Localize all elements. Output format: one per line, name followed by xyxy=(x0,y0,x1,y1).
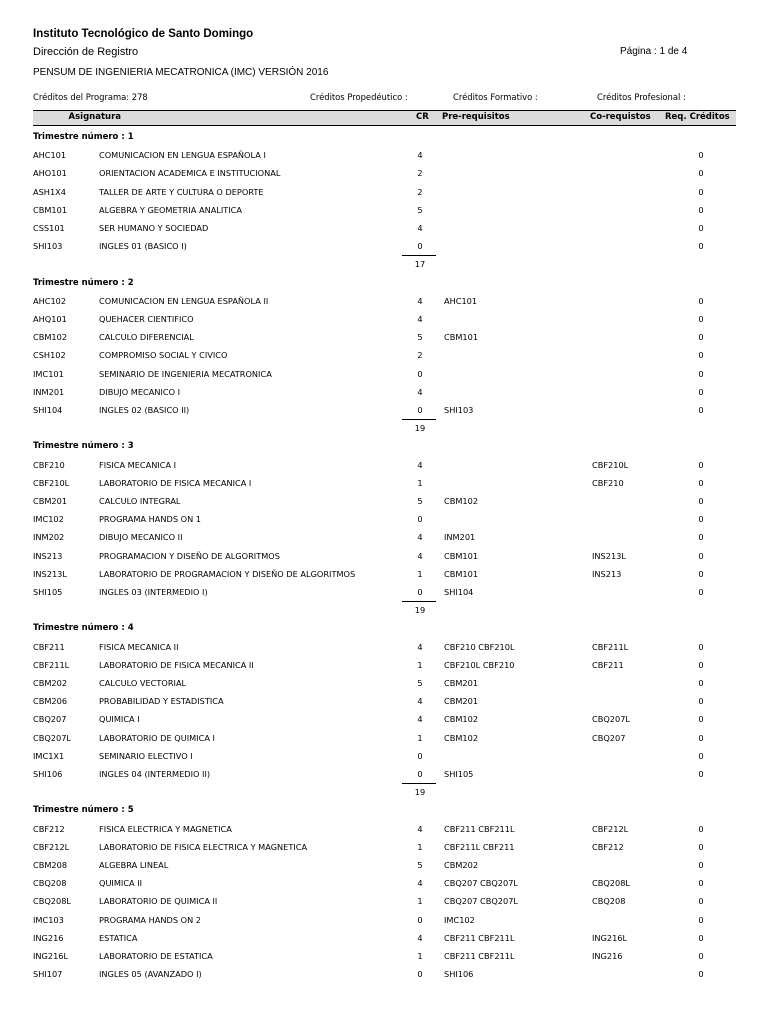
course-required-credits: 0 xyxy=(698,204,704,215)
course-required-credits: 0 xyxy=(698,550,704,561)
course-name: PROGRAMACION Y DISEÑO DE ALGORITMOS xyxy=(99,550,280,561)
course-credits: 4 xyxy=(417,150,423,161)
course-prerequisites: CBF210L CBF210 xyxy=(444,659,515,670)
trimester-heading xyxy=(0,274,768,292)
course-prerequisites: SHI103 xyxy=(444,405,474,415)
table-row xyxy=(0,638,768,656)
course-prerequisites: CBM102 xyxy=(444,496,479,506)
course-code: AHC101 xyxy=(33,150,67,161)
course-required-credits: 0 xyxy=(698,568,704,579)
course-prerequisites: SHI105 xyxy=(444,769,474,779)
table-row xyxy=(0,583,768,601)
course-corequisites: INS213 xyxy=(592,568,622,579)
course-required-credits: 0 xyxy=(698,459,704,470)
course-credits: 1 xyxy=(417,568,423,579)
course-name: COMPROMISO SOCIAL Y CIVICO xyxy=(99,350,228,361)
trimester-label: Trimestre número : 4 xyxy=(33,623,134,634)
course-name: FISICA MECANICA II xyxy=(99,641,179,652)
course-required-credits: 0 xyxy=(698,714,704,725)
table-row xyxy=(0,346,768,364)
trimester-label: Trimestre número : 1 xyxy=(33,132,134,142)
table-row xyxy=(0,710,768,728)
course-credits: 5 xyxy=(417,496,423,506)
course-code: CBM101 xyxy=(33,204,68,215)
course-credits: 4 xyxy=(417,223,423,233)
course-code: SHI104 xyxy=(33,405,63,415)
table-row xyxy=(0,164,768,182)
course-credits: 4 xyxy=(417,550,423,561)
propedeutico-credits: Créditos Propedéutico : xyxy=(310,92,408,102)
table-row xyxy=(0,201,768,219)
course-code: AHQ101 xyxy=(33,314,67,324)
course-required-credits: 0 xyxy=(698,750,704,761)
course-prerequisites: CBQ207 CBQ207L xyxy=(444,896,518,907)
table-row xyxy=(0,183,768,201)
course-name: LABORATORIO DE PROGRAMACION Y DISEÑO DE ALGORITMOS xyxy=(99,568,356,579)
course-corequisites: CBQ207L xyxy=(592,714,630,725)
trimester-label: Trimestre número : 2 xyxy=(33,277,134,288)
course-required-credits: 0 xyxy=(698,496,704,506)
course-code: CBF212L xyxy=(33,841,70,852)
course-required-credits: 0 xyxy=(698,223,704,233)
course-name: INGLES 04 (INTERMEDIO II) xyxy=(99,769,211,779)
course-name: COMUNICACION EN LENGUA ESPAÑOLA II xyxy=(99,295,269,306)
course-code: CBQ207 xyxy=(33,714,67,725)
table-row xyxy=(0,820,768,838)
course-credits: 4 xyxy=(417,714,423,725)
course-name: SEMINARIO ELECTIVO I xyxy=(99,750,193,761)
course-name: LABORATORIO DE QUIMICA II xyxy=(99,896,218,907)
course-required-credits: 0 xyxy=(698,659,704,670)
course-corequisites: CBQ208L xyxy=(592,878,630,889)
course-required-credits: 0 xyxy=(698,769,704,779)
course-name: PROGRAMA HANDS ON 2 xyxy=(99,914,202,925)
course-required-credits: 0 xyxy=(698,732,704,743)
course-credits: 1 xyxy=(417,896,423,907)
table-row xyxy=(0,474,768,492)
course-required-credits: 0 xyxy=(698,696,704,707)
course-code: CBQ208L xyxy=(33,896,71,907)
course-code: INM202 xyxy=(33,532,65,543)
course-credits: 1 xyxy=(417,841,423,852)
column-header-corequisitos: Co-requistos xyxy=(590,112,651,122)
program-credits: Créditos del Programa: 278 xyxy=(33,92,148,102)
course-code: INM201 xyxy=(33,386,65,397)
course-name: LABORATORIO DE QUIMICA I xyxy=(99,732,215,743)
course-code: CSH102 xyxy=(33,350,66,361)
course-code: CBM201 xyxy=(33,496,68,506)
course-code: CBF212 xyxy=(33,823,65,834)
course-name: LABORATORIO DE FISICA ELECTRICA Y MAGNETICA xyxy=(99,841,308,852)
course-credits: 1 xyxy=(417,659,423,670)
column-header-prerequisitos: Pre-requisitos xyxy=(442,112,510,122)
course-credits: 0 xyxy=(417,914,423,925)
course-code: SHI103 xyxy=(33,241,63,252)
course-prerequisites: CBF211L CBF211 xyxy=(444,841,515,852)
course-required-credits: 0 xyxy=(698,641,704,652)
table-row xyxy=(0,146,768,164)
course-prerequisites: INM201 xyxy=(444,532,476,543)
table-row xyxy=(0,292,768,310)
course-required-credits: 0 xyxy=(698,532,704,543)
table-row xyxy=(0,674,768,692)
course-code: ASH1X4 xyxy=(33,186,66,197)
course-code: SHI105 xyxy=(33,587,63,597)
course-credits: 4 xyxy=(417,314,423,324)
course-credits: 4 xyxy=(417,696,423,707)
course-required-credits: 0 xyxy=(698,350,704,361)
course-credits: 0 xyxy=(417,241,423,252)
course-name: CALCULO VECTORIAL xyxy=(99,678,187,688)
course-name: INGLES 05 (AVANZADO I) xyxy=(99,969,202,980)
course-credits: 4 xyxy=(417,532,423,543)
course-required-credits: 0 xyxy=(698,969,704,980)
table-row xyxy=(0,838,768,856)
table-row xyxy=(0,456,768,474)
course-prerequisites: CBM201 xyxy=(444,696,479,707)
subtotal-credits: 17 xyxy=(414,259,426,270)
course-name: PROBABILIDAD Y ESTADISTICA xyxy=(99,696,224,707)
course-credits: 1 xyxy=(417,477,423,488)
course-prerequisites: CBM102 xyxy=(444,714,479,725)
formativo-credits: Créditos Formativo : xyxy=(453,92,538,102)
trimester-heading xyxy=(0,437,768,455)
course-code: IMC1X1 xyxy=(33,750,65,761)
table-row xyxy=(0,965,768,983)
course-prerequisites: CBF210 CBF210L xyxy=(444,641,515,652)
course-credits: 0 xyxy=(417,587,423,597)
course-prerequisites: CBF211 CBF211L xyxy=(444,951,515,961)
course-prerequisites: CBM101 xyxy=(444,332,479,343)
course-credits: 5 xyxy=(417,332,423,343)
course-name: DIBUJO MECANICO I xyxy=(99,386,181,397)
course-required-credits: 0 xyxy=(698,878,704,889)
profesional-credits: Créditos Profesional : xyxy=(597,92,686,102)
course-required-credits: 0 xyxy=(698,295,704,306)
course-required-credits: 0 xyxy=(698,386,704,397)
course-required-credits: 0 xyxy=(698,514,704,525)
course-required-credits: 0 xyxy=(698,168,704,179)
table-row xyxy=(0,729,768,747)
course-code: CBM208 xyxy=(33,860,68,870)
table-row xyxy=(0,947,768,965)
table-row xyxy=(0,656,768,674)
table-row xyxy=(0,692,768,710)
course-prerequisites: CBM201 xyxy=(444,678,479,688)
course-required-credits: 0 xyxy=(698,914,704,925)
pensum-title: PENSUM DE INGENIERIA MECATRONICA (IMC) VERSIÓN 2016 xyxy=(33,67,329,78)
course-code: CBF210 xyxy=(33,459,65,470)
course-prerequisites: CBM202 xyxy=(444,860,479,870)
subtotal-credits: 19 xyxy=(414,423,426,434)
course-credits: 2 xyxy=(417,186,423,197)
column-header-asignatura: Asignatura xyxy=(68,112,121,122)
table-row xyxy=(0,892,768,910)
course-code: CBF211 xyxy=(33,641,65,652)
course-required-credits: 0 xyxy=(698,332,704,343)
page-indicator: Página : 1 de 4 xyxy=(620,46,688,57)
course-name: LABORATORIO DE ESTATICA xyxy=(99,951,213,961)
course-code: CBF211L xyxy=(33,659,70,670)
trimester-subtotal xyxy=(0,783,768,801)
course-prerequisites: CBF211 CBF211L xyxy=(444,932,515,943)
table-row xyxy=(0,401,768,419)
trimester-subtotal xyxy=(0,601,768,619)
course-code: ING216L xyxy=(33,951,69,961)
course-credits: 0 xyxy=(417,514,423,525)
course-credits: 2 xyxy=(417,168,423,179)
trimester-subtotal xyxy=(0,419,768,437)
course-code: CBM202 xyxy=(33,678,68,688)
course-required-credits: 0 xyxy=(698,241,704,252)
course-prerequisites: AHC101 xyxy=(444,295,478,306)
course-required-credits: 0 xyxy=(698,678,704,688)
table-row xyxy=(0,383,768,401)
course-name: DIBUJO MECANICO II xyxy=(99,532,183,543)
course-name: ORIENTACION ACADEMICA E INSTITUCIONAL xyxy=(99,168,281,179)
course-name: ESTATICA xyxy=(99,932,138,943)
subtotal-credits: 19 xyxy=(414,605,426,616)
course-code: SHI107 xyxy=(33,969,63,980)
course-credits: 0 xyxy=(417,769,423,779)
column-header-cr: CR xyxy=(416,112,429,122)
course-name: CALCULO DIFERENCIAL xyxy=(99,332,194,343)
course-credits: 4 xyxy=(417,295,423,306)
course-required-credits: 0 xyxy=(698,823,704,834)
course-corequisites: CBF210L xyxy=(592,459,629,470)
course-name: LABORATORIO DE FISICA MECANICA II xyxy=(99,659,254,670)
course-prerequisites: CBF211 CBF211L xyxy=(444,823,515,834)
course-corequisites: ING216 xyxy=(592,951,623,961)
table-row xyxy=(0,510,768,528)
course-code: CBM102 xyxy=(33,332,68,343)
course-credits: 4 xyxy=(417,386,423,397)
course-name: QUIMICA I xyxy=(99,714,140,725)
course-corequisites: CBF211 xyxy=(592,659,624,670)
course-code: CSS101 xyxy=(33,223,65,233)
course-corequisites: CBQ208 xyxy=(592,896,626,907)
course-prerequisites: SHI106 xyxy=(444,969,474,980)
course-credits: 0 xyxy=(417,368,423,379)
course-credits: 1 xyxy=(417,732,423,743)
course-name: FISICA MECANICA I xyxy=(99,459,177,470)
course-credits: 5 xyxy=(417,204,423,215)
course-name: PROGRAMA HANDS ON 1 xyxy=(99,514,202,525)
course-name: TALLER DE ARTE Y CULTURA O DEPORTE xyxy=(99,186,264,197)
table-row xyxy=(0,565,768,583)
table-row xyxy=(0,492,768,510)
course-name: SER HUMANO Y SOCIEDAD xyxy=(99,223,209,233)
course-code: IMC101 xyxy=(33,368,64,379)
course-name: INGLES 02 (BASICO II) xyxy=(99,405,190,415)
course-required-credits: 0 xyxy=(698,186,704,197)
trimester-subtotal xyxy=(0,255,768,273)
course-name: LABORATORIO DE FISICA MECANICA I xyxy=(99,477,252,488)
course-required-credits: 0 xyxy=(698,150,704,161)
course-credits: 4 xyxy=(417,641,423,652)
course-required-credits: 0 xyxy=(698,841,704,852)
table-row xyxy=(0,747,768,765)
course-code: CBM206 xyxy=(33,696,68,707)
table-row xyxy=(0,547,768,565)
course-corequisites: CBF212 xyxy=(592,841,624,852)
course-name: COMUNICACION EN LENGUA ESPAÑOLA I xyxy=(99,150,266,161)
trimester-label: Trimestre número : 5 xyxy=(33,805,134,816)
table-row xyxy=(0,219,768,237)
course-code: INS213L xyxy=(33,568,67,579)
course-credits: 4 xyxy=(417,878,423,889)
course-required-credits: 0 xyxy=(698,896,704,907)
course-name: ALGEBRA Y GEOMETRIA ANALITICA xyxy=(99,204,243,215)
course-required-credits: 0 xyxy=(698,587,704,597)
course-prerequisites: SHI104 xyxy=(444,587,474,597)
course-code: CBQ207L xyxy=(33,732,71,743)
table-header xyxy=(33,110,736,126)
trimester-heading xyxy=(0,801,768,819)
course-required-credits: 0 xyxy=(698,860,704,870)
course-corequisites: CBF210 xyxy=(592,477,624,488)
table-row xyxy=(0,856,768,874)
course-name: INGLES 01 (BASICO I) xyxy=(99,241,187,252)
course-corequisites: ING216L xyxy=(592,932,628,943)
course-required-credits: 0 xyxy=(698,477,704,488)
course-credits: 1 xyxy=(417,951,423,961)
course-code: CBF210L xyxy=(33,477,70,488)
course-name: ALGEBRA LINEAL xyxy=(99,860,169,870)
table-row xyxy=(0,528,768,546)
trimester-heading xyxy=(0,128,768,146)
course-credits: 0 xyxy=(417,405,423,415)
table-row xyxy=(0,911,768,929)
trimester-heading xyxy=(0,619,768,637)
course-credits: 2 xyxy=(417,350,423,361)
course-name: QUEHACER CIENTIFICO xyxy=(99,314,194,324)
course-name: SEMINARIO DE INGENIERIA MECATRONICA xyxy=(99,368,272,379)
table-row xyxy=(0,365,768,383)
table-row xyxy=(0,328,768,346)
course-credits: 4 xyxy=(417,823,423,834)
subtotal-credits: 19 xyxy=(414,787,426,798)
table-row xyxy=(0,929,768,947)
course-name: QUIMICA II xyxy=(99,878,143,889)
course-credits: 4 xyxy=(417,932,423,943)
course-required-credits: 0 xyxy=(698,314,704,324)
course-code: SHI106 xyxy=(33,769,63,779)
department-name: Dirección de Registro xyxy=(33,46,139,58)
course-prerequisites: CBM101 xyxy=(444,550,479,561)
table-row xyxy=(0,765,768,783)
course-credits: 0 xyxy=(417,750,423,761)
course-credits: 0 xyxy=(417,969,423,980)
table-row xyxy=(0,237,768,255)
course-corequisites: CBF211L xyxy=(592,641,629,652)
course-code: IMC103 xyxy=(33,914,64,925)
course-required-credits: 0 xyxy=(698,951,704,961)
trimester-label: Trimestre número : 3 xyxy=(33,441,134,452)
course-credits: 5 xyxy=(417,860,423,870)
course-code: ING216 xyxy=(33,932,64,943)
table-row xyxy=(0,874,768,892)
course-code: IMC102 xyxy=(33,514,64,525)
course-name: CALCULO INTEGRAL xyxy=(99,496,181,506)
course-corequisites: INS213L xyxy=(592,550,626,561)
course-prerequisites: IMC102 xyxy=(444,914,475,925)
course-name: INGLES 03 (INTERMEDIO I) xyxy=(99,587,208,597)
course-corequisites: CBQ207 xyxy=(592,732,626,743)
course-required-credits: 0 xyxy=(698,405,704,415)
course-code: INS213 xyxy=(33,550,63,561)
course-prerequisites: CBM102 xyxy=(444,732,479,743)
course-corequisites: CBF212L xyxy=(592,823,629,834)
institution-name: Instituto Tecnológico de Santo Domingo xyxy=(33,28,254,40)
column-header-req-creditos: Req. Créditos xyxy=(665,112,730,122)
course-code: AHO101 xyxy=(33,168,67,179)
course-credits: 5 xyxy=(417,678,423,688)
table-row xyxy=(0,310,768,328)
course-prerequisites: CBQ207 CBQ207L xyxy=(444,878,518,889)
course-code: CBQ208 xyxy=(33,878,67,889)
course-credits: 4 xyxy=(417,459,423,470)
course-required-credits: 0 xyxy=(698,932,704,943)
course-prerequisites: CBM101 xyxy=(444,568,479,579)
course-name: FISICA ELECTRICA Y MAGNETICA xyxy=(99,823,232,834)
course-required-credits: 0 xyxy=(698,368,704,379)
course-code: AHC102 xyxy=(33,295,67,306)
